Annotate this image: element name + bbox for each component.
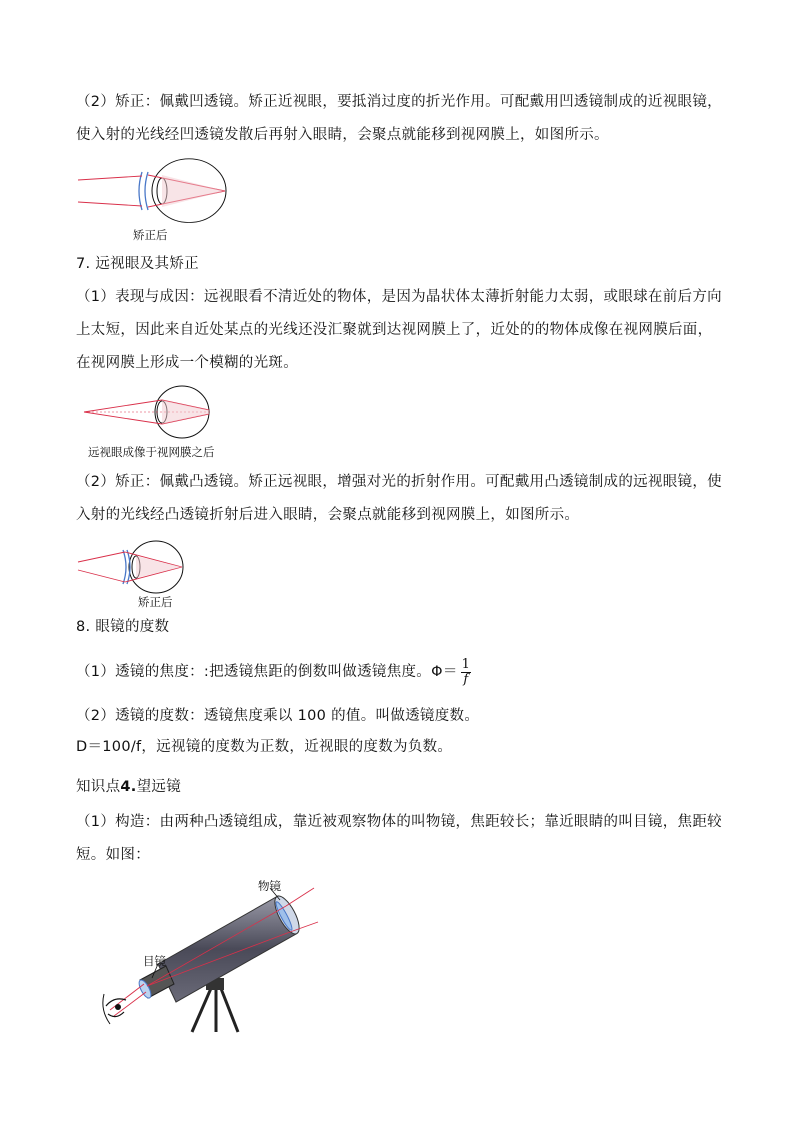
heading-hyperopia: 7. 远视眼及其矫正 <box>76 256 199 272</box>
figure-hyperopia <box>82 384 212 440</box>
paragraph-myopia-correction: （2）矫正：佩戴凹透镜。矫正近视眼，要抵消过度的折光作用。可配戴用凹透镜制成的近视眼镜，使入射的光线经凹透镜发散后再射入眼睛，会聚点就能移到视网膜上，如图所示。 <box>76 94 722 143</box>
heading-lens-power: 8. 眼镜的度数 <box>76 619 170 635</box>
figure-caption: 矫正后 <box>138 595 173 609</box>
figure-caption: 矫正后 <box>133 228 168 242</box>
focal-power-text: （1）透镜的焦度：:把透镜焦距的倒数叫做透镜焦度。Φ＝ <box>76 664 458 680</box>
paragraph-degree-formula: D＝100/f，远视镜的度数为正数，近视眼的度数为负数。 <box>76 739 453 755</box>
formula-denominator: f <box>463 671 469 687</box>
figure-hyperopia-corrected <box>76 540 188 594</box>
heading-kp-number: 4. <box>120 779 137 795</box>
figure-telescope <box>100 874 320 1034</box>
paragraph-lens-degree: （2）透镜的度数：透镜焦度乘以 100 的值。叫做透镜度数。 <box>76 708 480 724</box>
formula-numerator: 1 <box>461 656 471 672</box>
formula-fraction <box>461 658 472 687</box>
figure-caption: 远视眼成像于视网膜之后 <box>88 445 215 459</box>
telescope-label-eyepiece: 目镜 <box>143 954 166 968</box>
paragraph-telescope-structure: （1）构造：由两种凸透镜组成，靠近被观察物体的叫物镜，焦距较长；靠近眼睛的叫目镜，焦距较短。如图： <box>76 814 722 863</box>
paragraph-hyperopia-cause: （1）表现与成因：远视眼看不清近处的物体，是因为晶状体太薄折射能力太弱，或眼球在前后方向上太短，因此来自近处某点的光线还没汇聚就到达视网膜上了，近处的的物体成像在视网膜后面，在视网膜上形成一个模糊的光斑。 <box>76 289 722 371</box>
figure-myopia-corrected <box>76 158 236 224</box>
paragraph-hyperopia-correction: （2）矫正：佩戴凸透镜。矫正远视眼，增强对光的折射作用。可配戴用凸透镜制成的远视眼镜，使入射的光线经凸透镜折射后进入眼睛，会聚点就能移到视网膜上，如图所示。 <box>76 474 722 523</box>
heading-kp-title: 望远镜 <box>136 779 182 795</box>
paragraph-focal-power <box>76 656 726 689</box>
telescope-label-objective: 物镜 <box>258 879 281 893</box>
heading-telescope <box>76 771 726 804</box>
heading-kp-prefix: 知识点 <box>76 779 121 795</box>
